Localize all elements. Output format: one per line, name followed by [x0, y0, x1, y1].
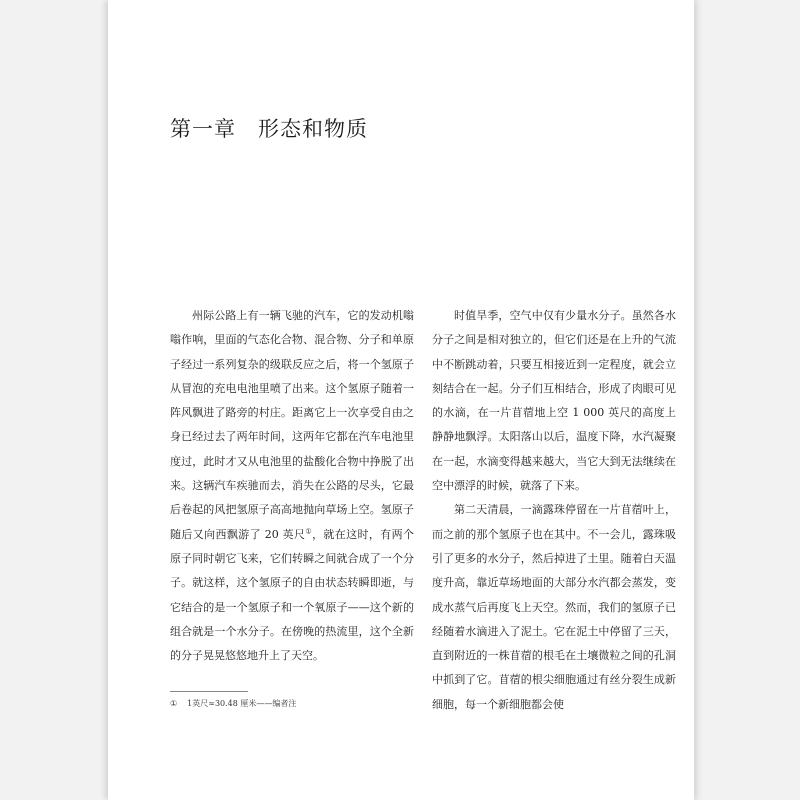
footnote-marker: ①: [170, 699, 178, 708]
chapter-title: 第一章 形态和物质: [170, 117, 368, 141]
book-page: [108, 0, 694, 800]
paragraph: 第二天清晨，一滴露珠停留在一片苜蓿叶上，而之前的那个氢原子也在其中。不一会儿，露珠吸引了更多的水分子，然后掉进了土里。随着白天温度升高，靠近草场地面的大部分水汽都会蒸发，变成水蒸气后再度飞上天空。然而，我们的氢原子已经随着水滴进入了泥土。它在泥土中停留了三天，直到附近的一株苜蓿的根毛在土壤微粒之间的孔洞中抓到了它。苜蓿的根尖细胞通过有丝分裂生成新细胞，每一个新细胞都会使: [432, 503, 676, 711]
footnote-text: 1英尺≈30.48 厘米——编者注: [187, 699, 297, 708]
paragraph-text: ，就在这时，有两个原子同时朝它飞来，它们转瞬之间就合成了一个分子。就这样，这个氢原子的自由状态转瞬即逝，与它结合的是一个氢原子和一个氧原子——这个新的组合就是一个水分子。在傍晚的热流里，这个全新的分子晃晃悠悠地升上了天空。: [170, 527, 415, 663]
footnote-reference: ①: [305, 527, 313, 536]
left-column: [170, 304, 414, 668]
right-column: [432, 304, 676, 717]
paragraph-text: 州际公路上有一辆飞驰的汽车，它的发动机嗡嗡作响，里面的气态化合物、混合物、分子和单原子经过一系列复杂的级联反应之后，将一个氢原子从冒泡的充电电池里喷了出来。这个氢原子随着一阵风飘进了路旁的村庄。距离它上一次享受自由之身已经过去了两年时间，这两年它都在汽车电池里度过，此时才又从电池里的盐酸化合物中挣脱了出来。这辆汽车疾驰而去，消失在公路的尽头，它最后卷起的风把氢原子高高地抛向草场上空。氢原子随后又向西飘游了 20 英尺: [170, 309, 414, 541]
paragraph: [170, 304, 414, 668]
footnote-divider: [170, 691, 248, 692]
paragraph: 时值旱季，空气中仅有少量水分子。虽然各水分子之间是相对独立的，但它们还是在上升的气流中不断跳动着，只要互相接近到一定程度，就会立刻结合在一起。分子们互相结合，形成了肉眼可见的水滴，在一片苜蓿地上空 1 000 英尺的高度上静静地飘浮。太阳落山以后，温度下降，水汽凝聚在一起，水滴变得越来越大，当它大到无法继续在空中漂浮的时候，就落了下来。: [432, 309, 676, 493]
footnote: [170, 698, 296, 710]
